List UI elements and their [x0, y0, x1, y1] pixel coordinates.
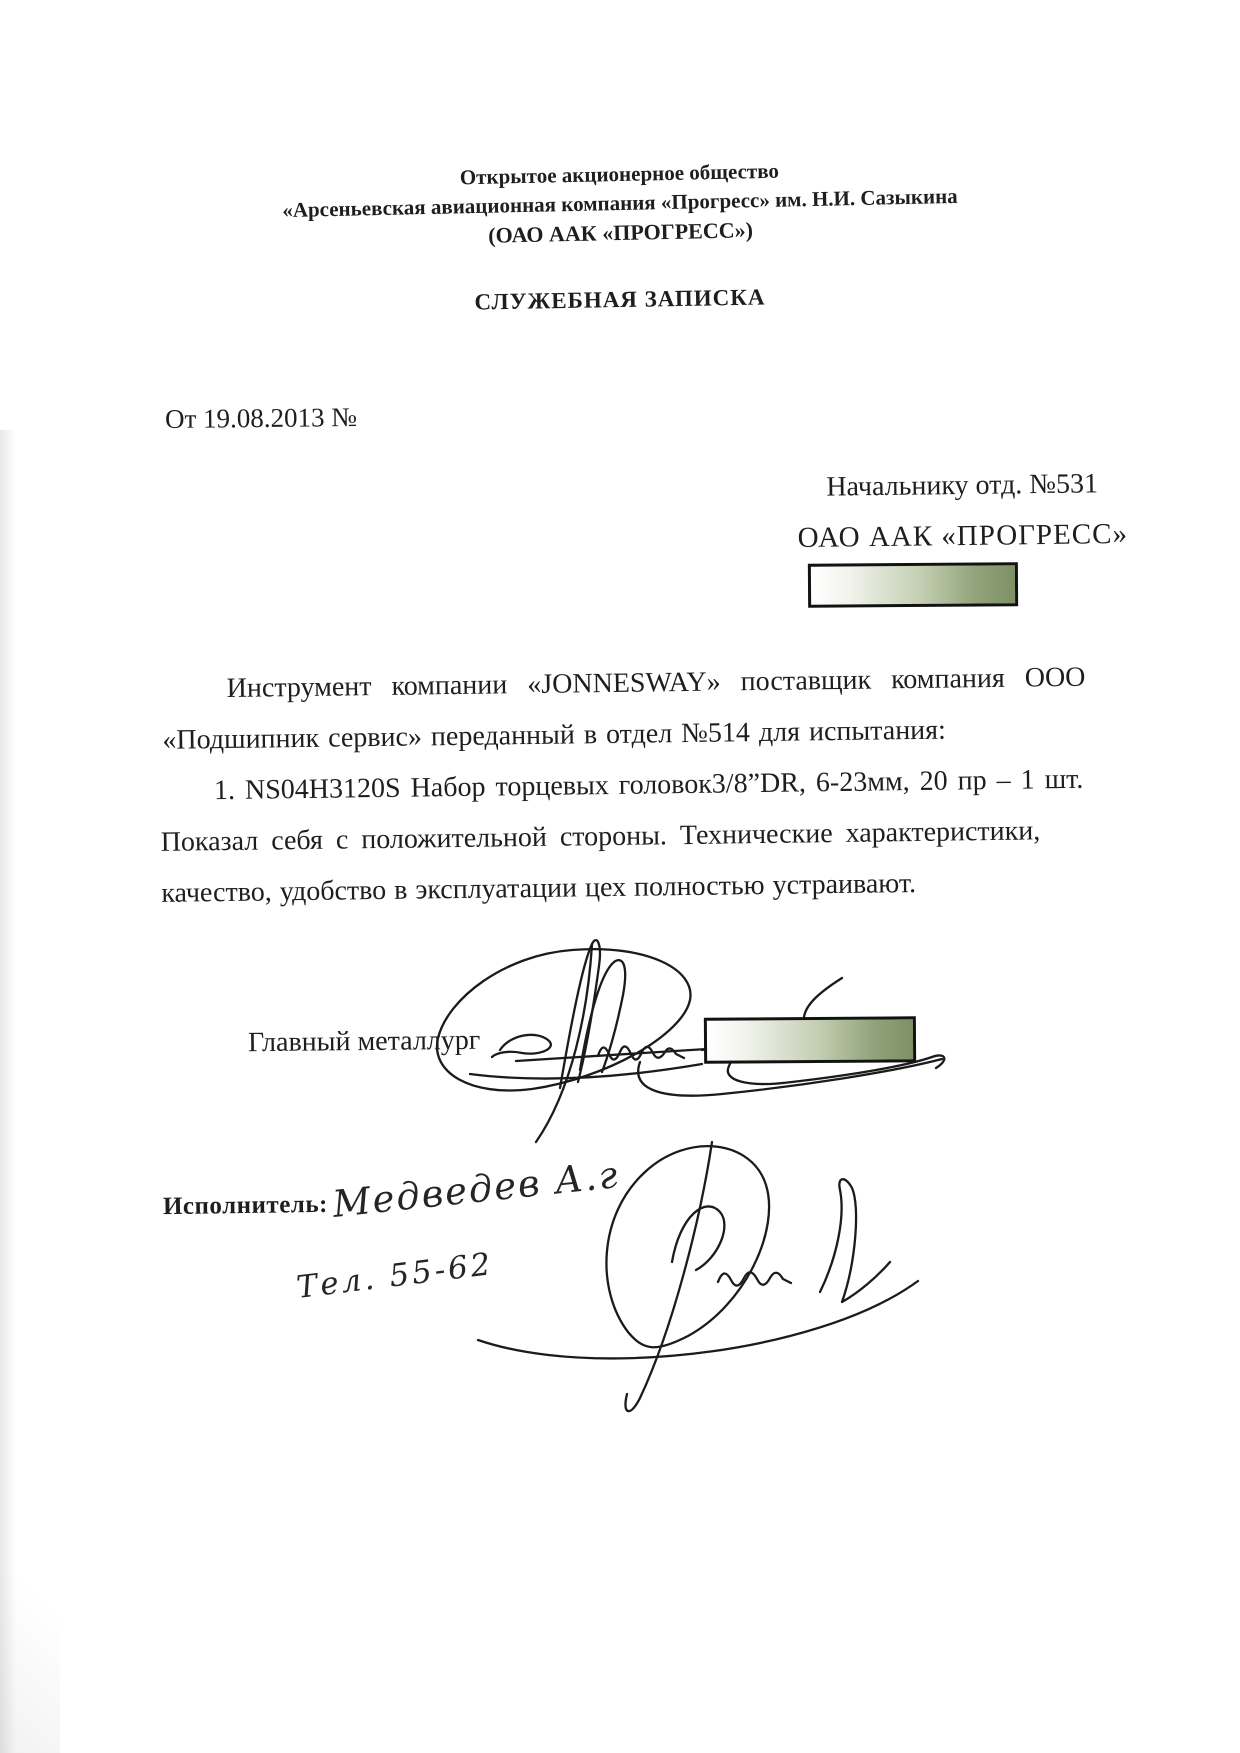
- date-line: От 19.08.2013 №: [164, 401, 358, 435]
- addressee-company: ОАО ААК «ПРОГРЕСС»: [797, 517, 1129, 555]
- addressee-block: [764, 459, 1160, 564]
- document-title: СЛУЖЕБНАЯ ЗАПИСКА: [474, 284, 766, 315]
- signoff-role-label: Главный металлург: [247, 1024, 481, 1059]
- body-line: «Подшипник сервис» переданный в отдел №514 для испытания:: [162, 714, 947, 756]
- memo-body: [158, 652, 1086, 919]
- addressee-position: Начальнику отд. №531: [826, 468, 1099, 503]
- company-abbr-line: (ОАО ААК «ПРОГРЕСС»): [487, 217, 754, 248]
- redacted-name-box-signature: [704, 1016, 916, 1063]
- executor-handwritten-phone: Тел. 55-62: [294, 1246, 496, 1306]
- company-name-line: «Арсеньевская авиационная компания «Прогресс» им. Н.И. Сазыкина: [282, 183, 958, 223]
- company-type-line: Открытое акционерное общество: [459, 158, 780, 190]
- body-line: Инструмент компании «JONNESWAY» поставщик компания ООО: [226, 661, 1086, 705]
- body-line: Показал себя с положительной стороны. Технические характеристики,: [160, 815, 1041, 858]
- executor-handwritten-name: Медведев А.г: [330, 1153, 622, 1226]
- company-header: [0, 147, 1240, 261]
- redacted-name-box-addressee: [808, 562, 1018, 607]
- scan-corner-shade: [0, 1533, 60, 1753]
- executor-label: Исполнитель:: [162, 1190, 329, 1221]
- body-list-item: 1. NS04H3120S Набор торцевых головок3/8”DR, 6-23мм, 20 пр – 1 шт.: [213, 763, 1084, 807]
- body-line: качество, удобство в эксплуатации цех полностью устраивают.: [161, 868, 917, 909]
